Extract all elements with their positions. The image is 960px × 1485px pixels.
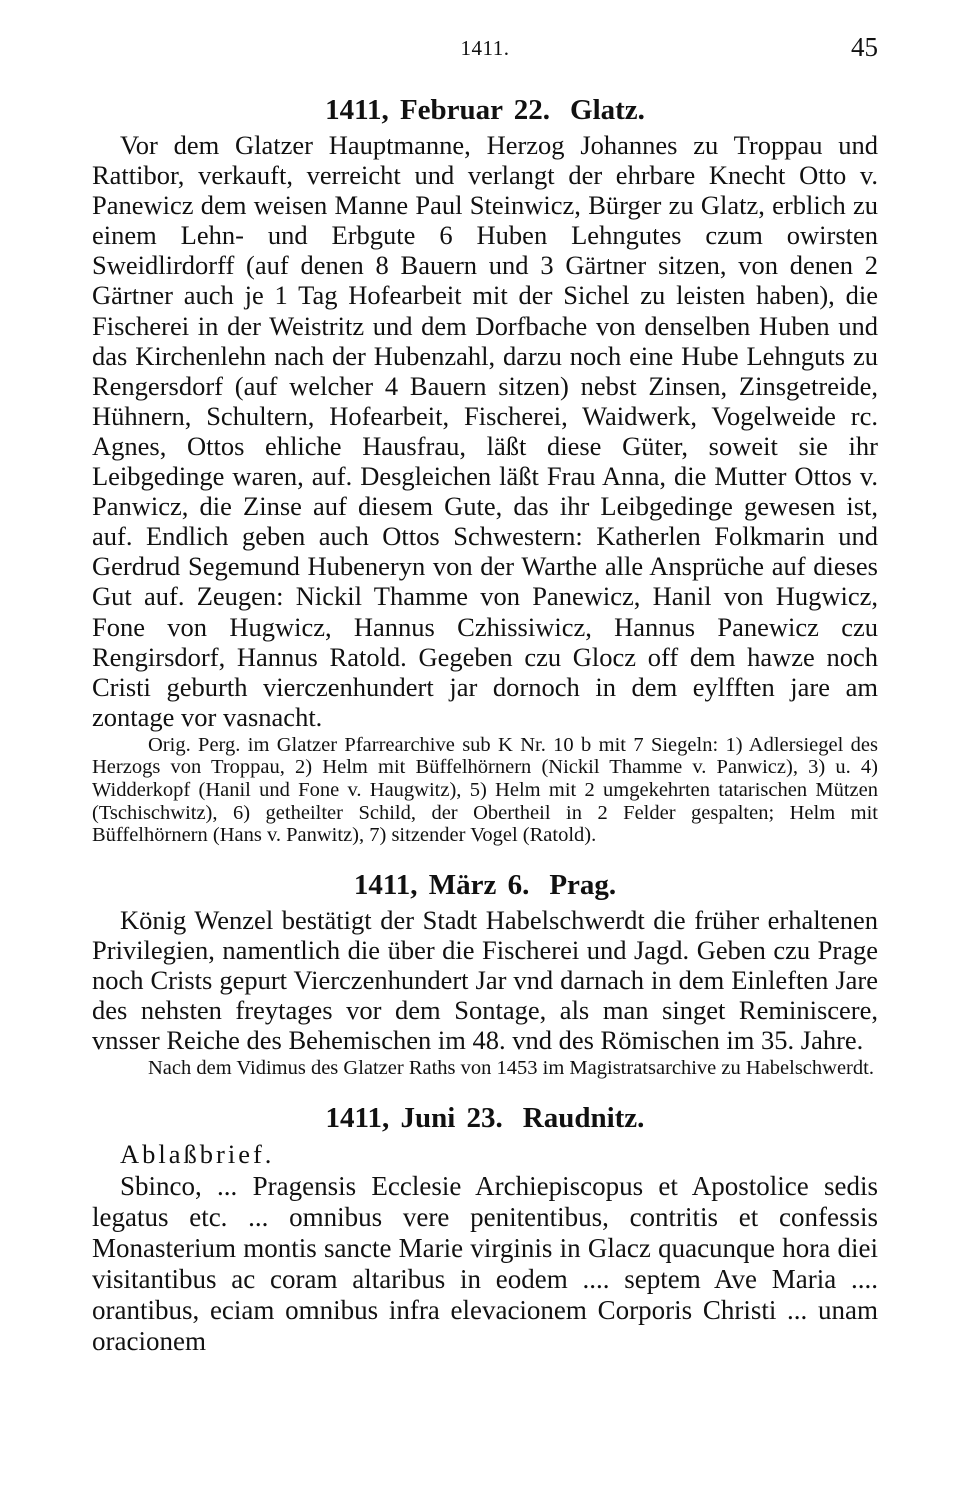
entry-text-latin: Sbinco, ... Pragensis Ecclesie Archiepiscopus et Apostolice sedis legatus etc. ... omnibus vere penitentibus, contritis et confessis Monasterium montis sancte Marie virginis in Glacz quacunque hora diei visitantibus ac coram altaribus in eodem .... septem Ave Maria .... orantibus, eciam omnibus infra elevacionem Corporis Christi ... unam oracionem — [92, 1170, 878, 1356]
running-title: 1411. — [460, 36, 510, 60]
running-head — [92, 30, 878, 70]
entry-text: Vor dem Glatzer Hauptmanne, Herzog Johannes zu Troppau und Rattibor, verkauft, verreicht und verlangt der ehrbare Knecht Otto v. Panewicz dem weisen Manne Paul Steinwicz, Bürger zu Glatz, erblich zu einem Lehn- und Erbgute 6 Huben Lehngutes czum owirsten Sweidlirdorff (auf denen 8 Bauern und 3 Gärtner sitzen, von denen 2 Gärtner auch je 1 Tag Hofearbeit mit der Sichel zu leisten haben), die Fischerei in der Weistritz und dem Dorfbache von denselben Huben und das Kirchenlehn nach der Hubenzahl, darzu noch eine Hube Lehnguts zu Rengersdorf (auf welcher 4 Bauern sitzen) nebst Zinsen, Zinsgetreide, Hühnern, Schultern, Hofearbeit, Fischerei, Waidwerk, Vogelweide rc. Agnes, Ottos ehliche Hausfrau, läßt diese Güter, soweit sie ihr Leibgedinge waren, auf. Desgleichen läßt Frau Anna, die Mutter Ottos v. Panwicz, die Zinse auf diesem Gute, das ihr Leibgedinge gewesen ist, auf. Endlich geben auch Ottos Schwestern: Katherlen Folkmarin und Gerdrud Segemund Hubeneryn von der Warthe alle Ansprüche auf dieses Gut auf. Zeugen: Nickil Thamme von Panewicz, Hanil von Hugwicz, Fone von Hugwicz, Hannus Czhissiwicz, Hannus Panewicz czu Rengirsdorf, Hannus Ratold. Gegeben czu Glocz off dem hawze noch Cristi geburth vierczenhundert jar dornoch in dem eylfften jare am zontage vor vasnacht. — [92, 130, 878, 732]
entry-1411-02-22 — [92, 90, 878, 847]
page-number: 45 — [851, 32, 878, 62]
entry-heading — [92, 90, 878, 130]
entry-heading — [92, 865, 878, 905]
entry-1411-03-06 — [92, 865, 878, 1080]
entry-place: Raudnitz. — [522, 1101, 645, 1134]
entry-date: 1411, Februar 22. — [325, 94, 551, 126]
source-note: Nach dem Vidimus des Glatzer Raths von 1453 im Magistratsarchive zu Habelschwerdt. — [148, 1057, 874, 1080]
entry-place: Prag. — [549, 868, 617, 901]
entry-heading — [92, 1098, 878, 1138]
page-body — [92, 88, 878, 1357]
source-note: Orig. Perg. im Glatzer Pfarrearchive sub K Nr. 10 b mit 7 Siegeln: 1) Adlersiegel des Herzogs von Troppau, 2) Helm mit Büffelhörnern (Nickil Thamme v. Panwicz), 3) u. 4) Widderkopf (Hanil und Fone v. Haugwitz), 5) Helm mit 2 umgekehrten tatarischen Mützen (Tschischwitz), 6) getheilter Schild, der Obertheil in 2 Felder gespalten; Helm mit Büffelhörnern (Hans v. Panwitz), 7) sitzender Vogel (Ratold). — [92, 733, 878, 847]
entry-date: 1411, März 6. — [353, 868, 530, 901]
entry-date: 1411, Juni 23. — [325, 1101, 503, 1134]
document-type-label: Ablaßbrief. — [120, 1138, 275, 1169]
entry-place: Glatz. — [570, 94, 645, 126]
entry-1411-06-23 — [92, 1098, 878, 1357]
entry-text: König Wenzel bestätigt der Stadt Habelschwerdt die früher erhaltenen Privilegien, namentlich die über die Fischerei und Jagd. Geben czu Prage noch Crists gepurt Vierczenhundert Jar vnd darnach in dem Einleften Jare des nehsten freytages vor dem Sontage, als man singet Reminiscere, vnsser Reiche des Behemischen im 48. vnd des Römischen im 35. Jahre. — [92, 904, 878, 1056]
